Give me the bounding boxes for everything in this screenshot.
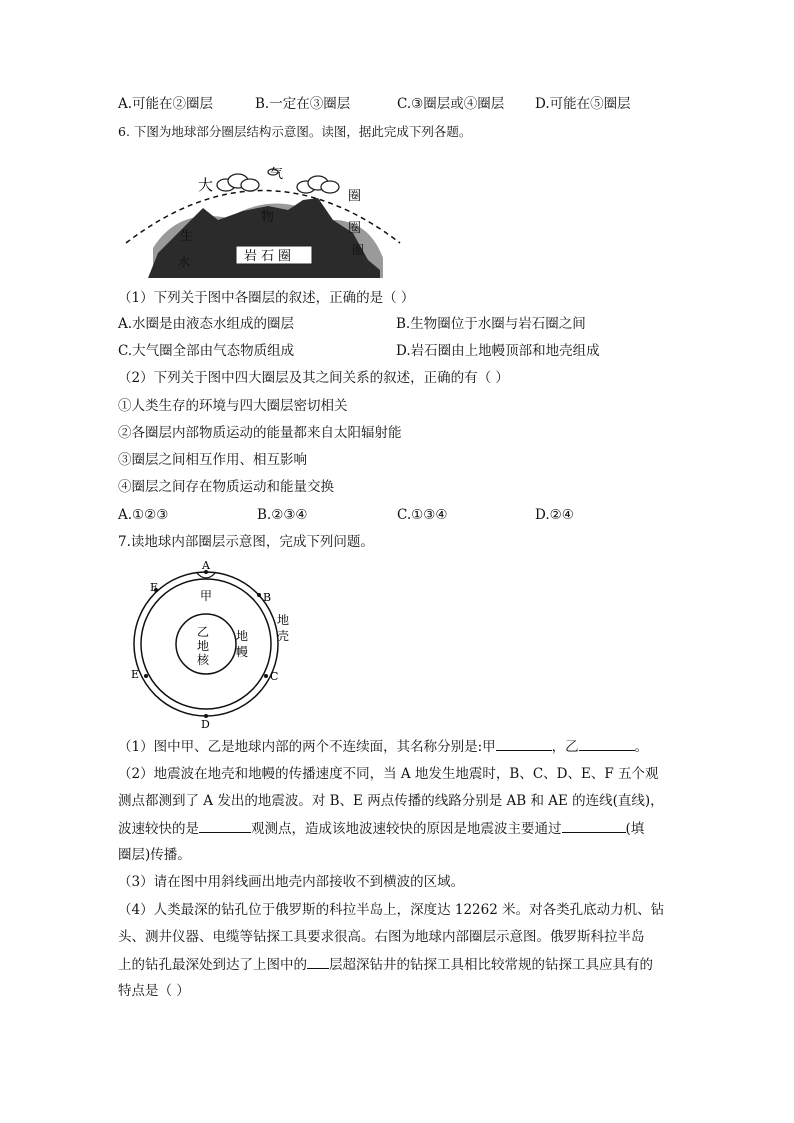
- point-c-label: C: [270, 670, 279, 683]
- label-qi: 气: [270, 167, 284, 182]
- q6-stem: 6. 下图为地球部分圈层结构示意图。读图，据此完成下列各题。: [118, 124, 472, 139]
- q6-sub2-option-b: B.②③④: [257, 507, 308, 523]
- q6-sub2-option-a: A.①②③: [118, 507, 169, 523]
- q6-sub2-statement-4: ④圈层之间存在物质运动和能量交换: [118, 479, 334, 495]
- q7-sub4-line2: 头、测井仪器、电缆等钻探工具要求很高。右图为地球内部圈层示意图。俄罗斯科拉半岛: [118, 929, 645, 945]
- point-e-label: E: [131, 668, 140, 681]
- q6-sub2-stem: （2）下列关于图中四大圈层及其之间关系的叙述，正确的有（ ）: [118, 370, 509, 386]
- q6-sub2-statement-2: ②各圈层内部物质运动的能量都来自太阳辐射能: [118, 425, 402, 441]
- q7-sub2-line1: （2）地震波在地壳和地幔的传播速度不同，当 A 地发生地震时，B、C、D、E、F 五个观: [118, 766, 659, 782]
- q7-sub2-line3: [118, 818, 644, 839]
- q7-sub2-line4: 圈层)传播。: [118, 847, 191, 863]
- q7-sub4-line4: 特点是（ ）: [118, 983, 190, 999]
- label-mantle-2: 幔: [236, 645, 249, 659]
- label-da: 大: [198, 176, 214, 194]
- q6-sub2-statement-3: ③圈层之间相互作用、相互影响: [118, 452, 307, 468]
- point-b-label: B: [263, 591, 272, 604]
- point-b-dot: [257, 593, 261, 597]
- q6-sub2-statement-1: ①人类生存的环境与四大圈层密切相关: [118, 398, 348, 414]
- label-quan-atm: 圈: [348, 189, 362, 204]
- label-sheng: 生: [180, 229, 194, 244]
- q6-sub2-option-c: C.①③④: [397, 507, 448, 523]
- q6-sub1-option-c: C.大气圈全部由气态物质组成: [118, 343, 295, 359]
- label-jia: 甲: [200, 589, 213, 603]
- q7-sub2-line3b: 观测点，造成该地波速较快的原因是地震波主要通过: [251, 821, 562, 837]
- q6-sub1-stem: （1）下列关于图中各圈层的叙述，正确的是（ ）: [118, 290, 415, 306]
- q7-sub1-part3: 。: [634, 739, 649, 755]
- label-crust-1: 地: [277, 613, 290, 627]
- label-core-2: 核: [197, 653, 210, 667]
- q5-option-b: B.一定在③圈层: [255, 96, 351, 112]
- earth-interior-figure: [120, 558, 300, 730]
- label-quan-hydro: 圈: [352, 243, 365, 257]
- q7-sub1-part1: （1）图中甲、乙是地球内部的两个不连续面，其名称分别是:甲: [118, 739, 496, 755]
- q7-sub2-line2: 测点都测到了 A 发出的地震波。对 B、E 两点传播的线路分别是 AB 和 AE 的连线(直线)，: [118, 793, 664, 809]
- q7-sub4-line3a: 上的钻孔最深处到达了上图中的: [118, 957, 307, 973]
- label-mantle-1: 地: [236, 629, 249, 643]
- q7-sub2-line3a: 波速较快的是: [118, 821, 199, 837]
- q7-sub4-line1: （4）人类最深的钻孔位于俄罗斯的科拉半岛上，深度达 12262 米。对各类孔底动力机、钻: [118, 902, 665, 918]
- q5-option-a: A.可能在②圈层: [118, 96, 214, 112]
- q6-sub2-option-d: D.②④: [535, 507, 574, 523]
- q7-sub4-line3: [118, 954, 653, 975]
- label-yi: 乙: [197, 625, 210, 639]
- q7-sub4-line3b: 层超深钻井的钻探工具相比较常规的钻探工具应具有的: [329, 957, 653, 973]
- label-core-1: 地: [197, 639, 210, 653]
- answer-blank-jia[interactable]: [496, 736, 552, 751]
- point-c-dot: [264, 674, 268, 678]
- q7-sub2-line3c: (填: [625, 821, 645, 837]
- answer-blank-faster-point[interactable]: [199, 818, 251, 833]
- q6-sub1-option-b: B.生物圈位于水圈与岩石圈之间: [396, 316, 586, 332]
- q5-option-c: C.③圈层或④圈层: [397, 96, 505, 112]
- label-crust-2: 壳: [277, 629, 290, 643]
- point-e-dot: [144, 674, 148, 678]
- answer-blank-drill-layer[interactable]: [307, 954, 329, 969]
- label-shui: 水: [178, 255, 191, 269]
- point-f-label: F: [150, 581, 158, 594]
- q5-option-d: D.可能在⑤圈层: [535, 96, 631, 112]
- q6-sub1-option-a: A.水圈是由液态水组成的圈层: [118, 316, 295, 332]
- label-quan-bio: 圈: [348, 221, 362, 236]
- point-d-label: D: [201, 718, 210, 730]
- point-a-label: A: [202, 559, 210, 572]
- q7-sub1-line: [118, 736, 648, 757]
- earth-spheres-figure: [118, 148, 408, 278]
- q7-sub1-part2: ，乙: [551, 739, 579, 755]
- q7-stem: 7.读地球内部圈层示意图，完成下列问题。: [118, 534, 374, 550]
- answer-blank-yi[interactable]: [579, 736, 635, 751]
- q6-sub1-option-d: D.岩石圈由上地幔顶部和地壳组成: [396, 343, 600, 359]
- label-wu: 物: [261, 210, 275, 225]
- label-lithosphere: 岩石圈: [244, 249, 296, 264]
- q7-sub3: （3）请在图中用斜线画出地壳内部接收不到横波的区域。: [118, 874, 465, 890]
- answer-blank-layer[interactable]: [562, 818, 626, 833]
